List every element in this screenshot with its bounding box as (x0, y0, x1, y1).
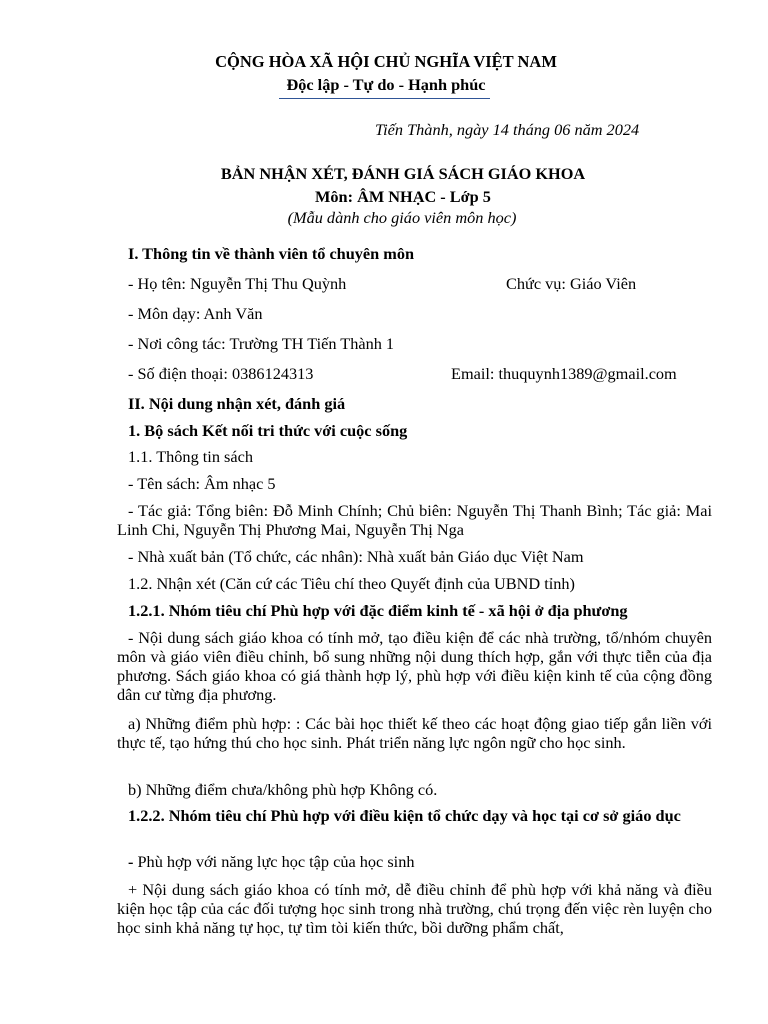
national-title: CỘNG HÒA XÃ HỘI CHỦ NGHĨA VIỆT NAM (215, 52, 557, 71)
member-name: - Họ tên: Nguyễn Thị Thu Quỳnh (128, 274, 347, 293)
place-date: Tiến Thành, ngày 14 tháng 06 năm 2024 (375, 120, 640, 139)
criteria-group-2-subheading (128, 852, 415, 871)
member-email: Email: thuquynh1389@gmail.com (451, 364, 677, 383)
member-position: Chức vụ: Giáo Viên (506, 274, 637, 293)
document-note: (Mẫu dành cho giáo viên môn học) (287, 208, 517, 227)
subheading-dash: - (128, 852, 134, 871)
criteria-group-1-heading: 1.2.1. Nhóm tiêu chí Phù hợp với đặc điểm kinh tế - xã hội ở địa phương (128, 601, 628, 620)
book-publisher: - Nhà xuất bản (Tổ chức, các nhân): Nhà xuất bản Giáo dục Việt Nam (128, 547, 584, 566)
book-authors: - Tác giả: Tổng biên: Đỗ Minh Chính; Chủ biên: Nguyễn Thị Thanh Bình; Tác giả: Mai Linh Chi, Nguyễn Thị Phương Mai, Nguyễn Thị Nga (117, 501, 712, 539)
section-2-heading: II. Nội dung nhận xét, đánh giá (128, 394, 346, 413)
book-set-heading: 1. Bộ sách Kết nối tri thức với cuộc sống (128, 421, 408, 440)
book-name: - Tên sách: Âm nhạc 5 (128, 474, 276, 493)
section-1-heading: I. Thông tin về thành viên tổ chuyên môn (128, 244, 415, 263)
subheading-text: Phù hợp với năng lực học tập của học sinh (133, 852, 415, 871)
criteria-group-1-paragraph: - Nội dung sách giáo khoa có tính mở, tạo điều kiện để các nhà trường, tổ/nhóm chuyên môn và giáo viên điều chỉnh, bổ sung những nội dung thích hợp, gắn với thực tiễn của địa phương. Sách giáo khoa có giá thành hợp lý, phù hợp với điều kiện kinh tế của cộng đồng dân cư từng địa phương. (117, 628, 712, 704)
member-subject: - Môn dạy: Anh Văn (128, 304, 263, 323)
document-subject: Môn: ÂM NHẠC - Lớp 5 (315, 187, 491, 206)
document-title: BẢN NHẬN XÉT, ĐÁNH GIÁ SÁCH GIÁO KHOA (220, 164, 586, 183)
member-workplace: - Nơi công tác: Trường TH Tiến Thành 1 (128, 334, 395, 353)
review-heading: 1.2. Nhận xét (Căn cứ các Tiêu chí theo Quyết định của UBND tỉnh) (128, 574, 575, 593)
criteria-group-1-cons: b) Những điểm chưa/không phù hợp Không có. (128, 780, 438, 799)
member-phone: - Số điện thoại: 0386124313 (128, 364, 314, 383)
national-motto: Độc lập - Tự do - Hạnh phúc (286, 75, 486, 94)
criteria-group-2-heading: 1.2.2. Nhóm tiêu chí Phù hợp với điều kiện tổ chức dạy và học tại cơ sở giáo dục (128, 806, 681, 825)
book-info-heading: 1.1. Thông tin sách (128, 447, 253, 466)
criteria-group-2-paragraph: + Nội dung sách giáo khoa có tính mở, dễ điều chỉnh để phù hợp với khả năng và điều kiện học tập của các đối tượng học sinh trong nhà trường, chú trọng đến việc rèn luyện cho học sinh khả năng tự học, tự tìm tòi kiến thức, bồi dưỡng phẩm chất, (117, 880, 712, 937)
criteria-group-1-pros: a) Những điểm phù hợp: : Các bài học thiết kế theo các hoạt động giao tiếp gắn liền với thực tế, tạo hứng thú cho học sinh. Phát triển năng lực ngôn ngữ cho học sinh. (117, 714, 712, 752)
motto-underline (279, 98, 490, 99)
